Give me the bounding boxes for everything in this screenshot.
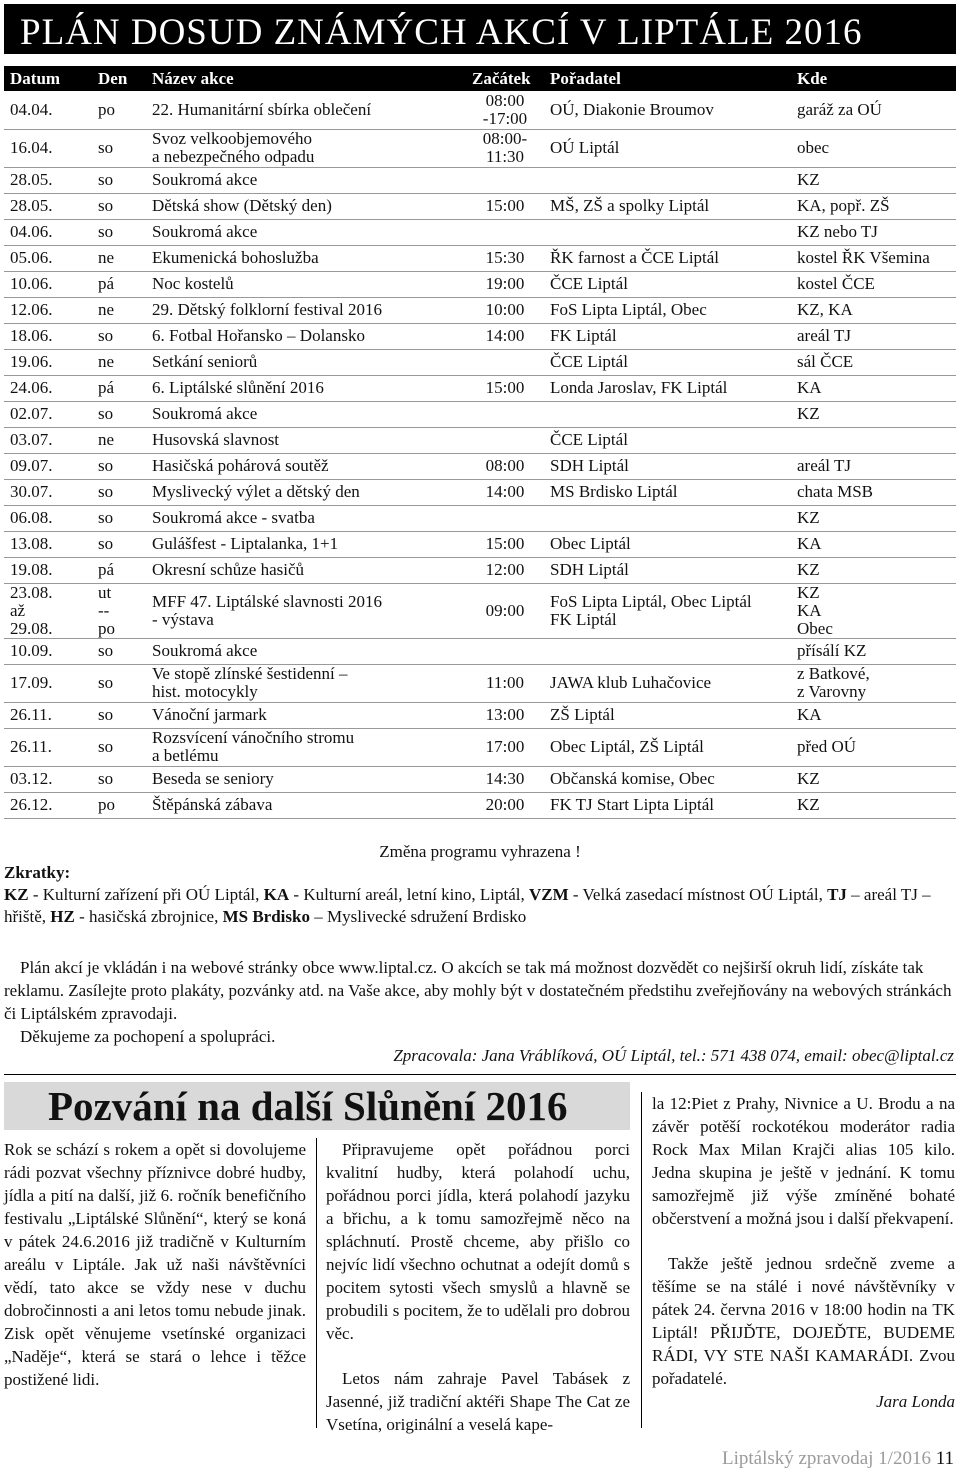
table-row [4, 766, 956, 792]
abbreviation-meaning: – areál TJ – hřiště, [4, 885, 931, 926]
event-organizer: ŘK farnost a ČCE Liptál [544, 245, 791, 271]
table-row [4, 167, 956, 193]
event-start: 10:00 [466, 297, 544, 323]
event-name: Soukromá akce [146, 219, 466, 245]
table-row [4, 245, 956, 271]
event-place: chata MSB [791, 479, 956, 505]
event-place: přísálí KZ [791, 638, 956, 664]
article-column-2 [326, 1138, 630, 1436]
event-organizer: FK Liptál [544, 323, 791, 349]
event-date: 19.08. [4, 557, 92, 583]
column-divider [316, 1138, 317, 1428]
event-organizer: ČCE Liptál [544, 271, 791, 297]
event-place: KZ, KA [791, 297, 956, 323]
event-day: so [92, 728, 146, 766]
event-day: so [92, 531, 146, 557]
event-organizer: FK TJ Start Lipta Liptál [544, 792, 791, 818]
event-date: 28.05. [4, 193, 92, 219]
event-date: 09.07. [4, 453, 92, 479]
table-row [4, 271, 956, 297]
event-date: 30.07. [4, 479, 92, 505]
event-place [791, 427, 956, 453]
table-row [4, 427, 956, 453]
abbreviation-meaning: – Myslivecké sdružení Brdisko [309, 907, 527, 926]
event-day: so [92, 401, 146, 427]
event-start: 15:30 [466, 245, 544, 271]
event-day: so [92, 453, 146, 479]
event-start [466, 505, 544, 531]
event-day: ne [92, 297, 146, 323]
event-date: 05.06. [4, 245, 92, 271]
column-divider [641, 1092, 642, 1428]
event-name: Svoz velkoobjemového a nebezpečného odpadu [146, 129, 466, 167]
event-name: Gulášfest - Liptalanka, 1+1 [146, 531, 466, 557]
table-row [4, 505, 956, 531]
event-place: KA [791, 702, 956, 728]
event-start: 15:00 [466, 375, 544, 401]
event-start: 08:00- 11:30 [466, 129, 544, 167]
article-paragraph: Připravujeme opět pořádnou porci kvalitní hudby, která polahodí uchu, pořádnou porci jídla, která polahodí jazyku a břichu, a k tomu samozřejmě něco na spláchnutí. Prostě chceme, aby přišlo co nejvíc lidí všechno ochutnat a odejít domů s pocitem sytosti všech smyslů a hlavně se probudili s pocitem, že to udělali pro dobrou věc. [326, 1140, 630, 1343]
event-date: 06.08. [4, 505, 92, 531]
table-row [4, 375, 956, 401]
event-place: KZ nebo TJ [791, 219, 956, 245]
event-date: 26.11. [4, 702, 92, 728]
abbreviation-meaning: - Kulturní zařízení při OÚ Liptál, [28, 885, 264, 904]
event-date: 04.06. [4, 219, 92, 245]
event-name: Vánoční jarmark [146, 702, 466, 728]
table-header [4, 66, 956, 91]
event-place: KZ [791, 505, 956, 531]
event-place: z Batkové, z Varovny [791, 664, 956, 702]
event-day: so [92, 766, 146, 792]
event-day: ne [92, 427, 146, 453]
event-place: před OÚ [791, 728, 956, 766]
event-start: 13:00 [466, 702, 544, 728]
table-row [4, 453, 956, 479]
event-day: pá [92, 557, 146, 583]
event-name: 29. Dětský folklorní festival 2016 [146, 297, 466, 323]
article-paragraph: Rok se schází s rokem a opět si dovolujeme rádi pozvat všechny příznivce dobré hudby, jídla a pití na další, již 6. ročník benefičního festivalu „Liptálské Slůnění“, který se koná v pátek 24.6.2016 již tradičně v Kulturním areálu v Liptále. Jak už naši návštěvníci vědí, tato akce se vždy nese v duchu dobročinnosti a ani letos tomu nebude jinak. Zisk opět věnujeme vsetínské organizaci „Naděje“, která se stará o lehce i těžce postižené lidi. [4, 1140, 306, 1389]
event-name: 6. Fotbal Hořansko – Dolansko [146, 323, 466, 349]
abbreviations-heading: Zkratky: [4, 863, 71, 882]
event-place: KA, popř. ZŠ [791, 193, 956, 219]
event-organizer: Obec Liptál [544, 531, 791, 557]
abbreviation-key: KZ [4, 885, 29, 904]
table-row [4, 728, 956, 766]
article-paragraph: Takže ještě jednou srdečně zveme a těšíme se na stálé i nové návštěvníky v pátek 24. června 2016 v 18:00 hodin na TK Liptál! PŘIJĎTE, DOJEĎTE, BUDEME RÁDI, VY STE NAŠI KAMARÁDI. Zvou pořadatelé. [652, 1254, 955, 1388]
event-name: Noc kostelů [146, 271, 466, 297]
event-start: 11:00 [466, 664, 544, 702]
program-change-note: Změna programu vyhrazena ! [379, 842, 581, 861]
event-start: 14:00 [466, 323, 544, 349]
event-organizer: MS Brdisko Liptál [544, 479, 791, 505]
event-date: 13.08. [4, 531, 92, 557]
event-date: 16.04. [4, 129, 92, 167]
article-author: Jara Londa [876, 1392, 955, 1411]
abbreviations-list [4, 884, 956, 928]
event-organizer: OÚ Liptál [544, 129, 791, 167]
event-place: KA [791, 531, 956, 557]
info-text [4, 956, 954, 1048]
event-start: 19:00 [466, 271, 544, 297]
event-day: pá [92, 271, 146, 297]
event-organizer: ZŠ Liptál [544, 702, 791, 728]
event-name: Štěpánská zábava [146, 792, 466, 818]
event-place: KZ [791, 792, 956, 818]
event-date: 26.11. [4, 728, 92, 766]
event-place: KZ KA Obec [791, 583, 956, 638]
event-organizer [544, 505, 791, 531]
event-organizer: Londa Jaroslav, FK Liptál [544, 375, 791, 401]
event-name: Husovská slavnost [146, 427, 466, 453]
abbreviation-key: TJ [827, 885, 847, 904]
event-name: Dětská show (Dětský den) [146, 193, 466, 219]
event-date: 18.06. [4, 323, 92, 349]
publication-name: Liptálský zpravodaj 1/2016 [721, 1448, 931, 1469]
event-day: so [92, 505, 146, 531]
event-name: Soukromá akce - svatba [146, 505, 466, 531]
event-start: 14:00 [466, 479, 544, 505]
event-date: 26.12. [4, 792, 92, 818]
table-row [4, 638, 956, 664]
col-place-header: Kde [791, 66, 956, 91]
event-organizer: Občanská komise, Obec [544, 766, 791, 792]
event-date: 19.06. [4, 349, 92, 375]
col-date-header: Datum [4, 66, 92, 91]
table-row [4, 664, 956, 702]
event-day: po [92, 792, 146, 818]
col-organizer-header: Pořadatel [544, 66, 791, 91]
event-place: sál ČCE [791, 349, 956, 375]
event-date: 02.07. [4, 401, 92, 427]
abbreviation-key: VZM [529, 885, 569, 904]
table-row [4, 323, 956, 349]
event-day: so [92, 664, 146, 702]
table-row [4, 129, 956, 167]
event-name: Soukromá akce [146, 167, 466, 193]
page-number: 11 [935, 1448, 954, 1469]
event-name: Ve stopě zlínské šestidenní – hist. motocykly [146, 664, 466, 702]
event-organizer: JAWA klub Luhačovice [544, 664, 791, 702]
abbreviation-meaning: - Kulturní areál, letní kino, Liptál, [289, 885, 529, 904]
abbreviation-key: KA [263, 885, 290, 904]
event-start [466, 638, 544, 664]
event-day: so [92, 219, 146, 245]
event-start [466, 401, 544, 427]
col-start-header: Začátek [466, 66, 544, 91]
event-day: so [92, 479, 146, 505]
event-organizer: SDH Liptál [544, 557, 791, 583]
abbreviations [4, 862, 956, 928]
event-name: Soukromá akce [146, 401, 466, 427]
event-place: areál TJ [791, 323, 956, 349]
event-name: 6. Liptálské slůnění 2016 [146, 375, 466, 401]
signature: Zpracovala: Jana Vráblíková, OÚ Liptál, tel.: 571 438 074, email: obec@liptal.cz [393, 1046, 954, 1065]
event-name: Setkání seniorů [146, 349, 466, 375]
event-name: Ekumenická bohoslužba [146, 245, 466, 271]
table-row [4, 557, 956, 583]
event-start [466, 167, 544, 193]
article-column-1 [4, 1138, 306, 1391]
col-name-header: Název akce [146, 66, 466, 91]
table-row [4, 349, 956, 375]
event-place: kostel ŘK Všemina [791, 245, 956, 271]
event-day: ne [92, 349, 146, 375]
event-name: Myslivecký výlet a dětský den [146, 479, 466, 505]
event-date: 24.06. [4, 375, 92, 401]
event-organizer [544, 401, 791, 427]
event-start: 12:00 [466, 557, 544, 583]
event-start: 08:00 -17:00 [466, 91, 544, 129]
event-day: po [92, 91, 146, 129]
event-day: so [92, 702, 146, 728]
event-day: ne [92, 245, 146, 271]
event-name: Beseda se seniory [146, 766, 466, 792]
event-name: Okresní schůze hasičů [146, 557, 466, 583]
abbreviation-meaning: - hasičská zbrojnice, [74, 907, 223, 926]
event-organizer: ČCE Liptál [544, 427, 791, 453]
article-title: Pozvání na další Slůnění 2016 [48, 1083, 568, 1129]
event-start: 09:00 [466, 583, 544, 638]
divider [4, 1074, 956, 1075]
event-date: 03.12. [4, 766, 92, 792]
event-place: KA [791, 375, 956, 401]
event-start: 20:00 [466, 792, 544, 818]
event-place: KZ [791, 401, 956, 427]
table-row [4, 583, 956, 638]
table-row [4, 401, 956, 427]
abbreviation-key: HZ [50, 907, 75, 926]
event-name: Hasičská pohárová soutěž [146, 453, 466, 479]
event-start: 08:00 [466, 453, 544, 479]
event-organizer [544, 219, 791, 245]
event-day: so [92, 638, 146, 664]
event-organizer [544, 638, 791, 664]
event-date: 03.07. [4, 427, 92, 453]
event-start: 15:00 [466, 193, 544, 219]
event-place: obec [791, 129, 956, 167]
event-place: KZ [791, 167, 956, 193]
event-start: 17:00 [466, 728, 544, 766]
event-organizer: MŠ, ZŠ a spolky Liptál [544, 193, 791, 219]
event-day: so [92, 193, 146, 219]
event-date: 10.09. [4, 638, 92, 664]
event-organizer: Obec Liptál, ZŠ Liptál [544, 728, 791, 766]
event-organizer: SDH Liptál [544, 453, 791, 479]
event-name: Rozsvícení vánočního stromu a betlému [146, 728, 466, 766]
abbreviation-meaning: - Velká zasedací místnost OÚ Liptál, [568, 885, 828, 904]
event-start: 14:30 [466, 766, 544, 792]
event-place: kostel ČCE [791, 271, 956, 297]
event-organizer [544, 167, 791, 193]
event-start: 15:00 [466, 531, 544, 557]
col-day-header: Den [92, 66, 146, 91]
table-row [4, 531, 956, 557]
event-date: 12.06. [4, 297, 92, 323]
abbreviation-key: MS Brdisko [222, 907, 310, 926]
info-paragraph: Plán akcí je vkládán i na webové stránky obce www.liptal.cz. O akcích se tak má možnost dozvědět co nejširší okruh lidí, získáte tak reklamu. Zasílejte proto plakáty, pozvánky atd. na Vaše akce, aby mohly být v dostatečném předstihu zveřejňovány na webových stránkách či Liptálském zpravodaji. [4, 958, 952, 1023]
event-name: 22. Humanitární sbírka oblečení [146, 91, 466, 129]
article-paragraph: Letos nám zahraje Pavel Tabásek z Jasenné, již tradiční aktéři Shape The Cat ze Vsetína, originální a veselá kape- [326, 1369, 630, 1434]
event-day: pá [92, 375, 146, 401]
article-paragraph: la 12:Piet z Prahy, Nivnice a U. Brodu a na závěr potěší rockotékou moderátor radia Rock Max Milan Krajči alias 105 kilo. Jedna skupina je ještě v jednání. K tomu samozřejmě již výše zmíněné bohaté občerstvení a možná jsou i další překvapení. [652, 1094, 955, 1228]
event-organizer: ČCE Liptál [544, 349, 791, 375]
thanks-paragraph: Děkujeme za pochopení a spolupráci. [20, 1027, 276, 1046]
table-row [4, 91, 956, 129]
event-day: so [92, 129, 146, 167]
event-name: MFF 47. Liptálské slavnosti 2016 - výstava [146, 583, 466, 638]
event-day: so [92, 323, 146, 349]
events-table [4, 66, 956, 819]
table-row [4, 479, 956, 505]
event-date: 10.06. [4, 271, 92, 297]
table-row [4, 219, 956, 245]
event-place: KZ [791, 557, 956, 583]
event-name: Soukromá akce [146, 638, 466, 664]
event-start [466, 349, 544, 375]
event-organizer: FoS Lipta Liptál, Obec Liptál FK Liptál [544, 583, 791, 638]
event-place: KZ [791, 766, 956, 792]
table-row [4, 792, 956, 818]
event-day: ut -- po [92, 583, 146, 638]
event-date: 23.08. až 29.08. [4, 583, 92, 638]
event-date: 28.05. [4, 167, 92, 193]
event-date: 17.09. [4, 664, 92, 702]
table-row [4, 297, 956, 323]
event-start [466, 427, 544, 453]
event-date: 04.04. [4, 91, 92, 129]
article-column-3 [652, 1092, 955, 1413]
table-row [4, 193, 956, 219]
table-row [4, 702, 956, 728]
page-title: PLÁN DOSUD ZNÁMÝCH AKCÍ V LIPTÁLE 2016 [4, 4, 956, 54]
event-place: garáž za OÚ [791, 91, 956, 129]
event-start [466, 219, 544, 245]
event-organizer: FoS Lipta Liptál, Obec [544, 297, 791, 323]
event-place: areál TJ [791, 453, 956, 479]
event-day: so [92, 167, 146, 193]
event-organizer: OÚ, Diakonie Broumov [544, 91, 791, 129]
page-footer [722, 1448, 954, 1470]
